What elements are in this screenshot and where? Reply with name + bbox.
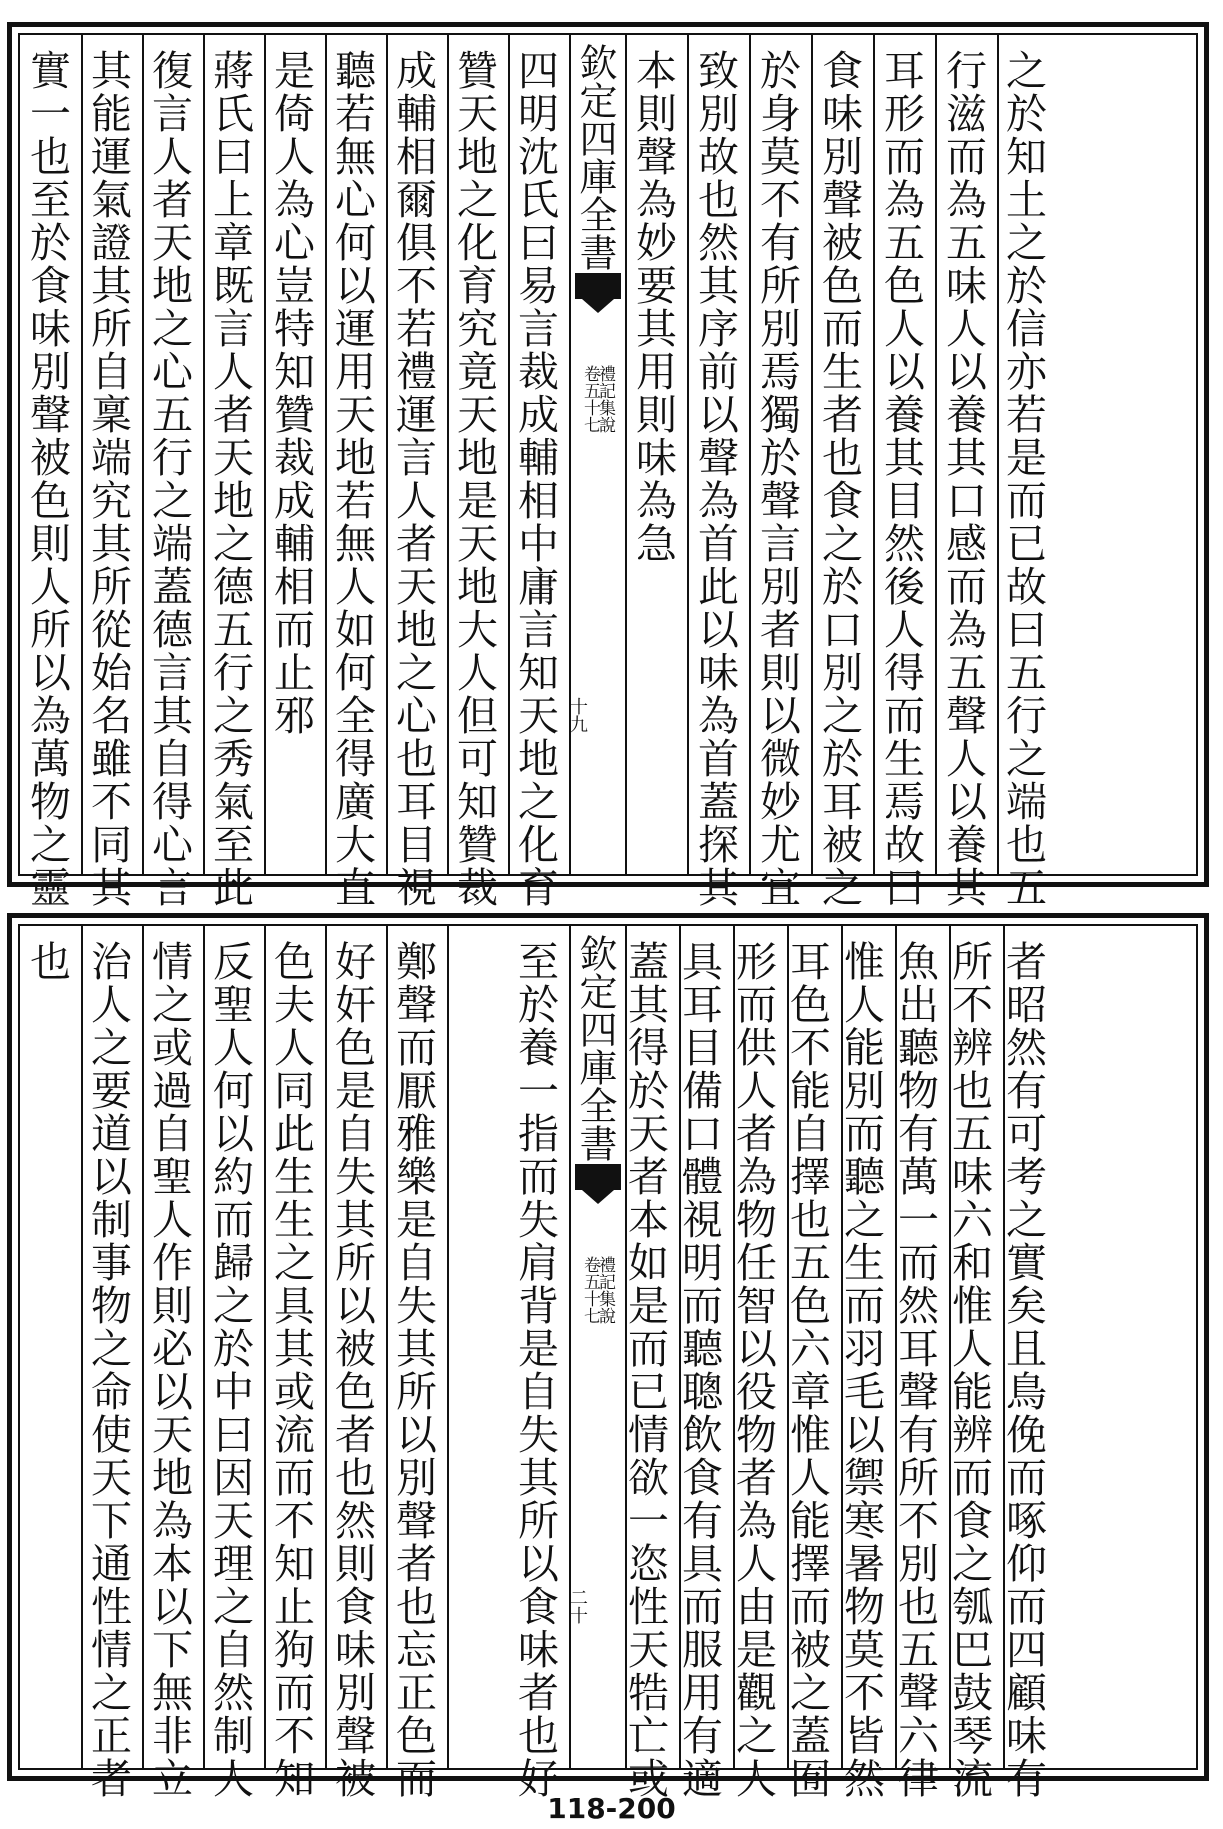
book-title: 禮記集說: [595, 1256, 615, 1324]
column-text: 之於知土之於信亦若是而已故曰五行之端也五: [999, 49, 1047, 909]
text-column: [81, 35, 142, 909]
column-text: 聽若無心何以運用天地若無人如何全得廣大直: [328, 49, 376, 909]
column-text: 食味別聲被色而生者也食之於口別之於耳被之: [815, 49, 863, 909]
column-text: 至於養一指而失肩背是自失其所以食味者也好: [511, 940, 559, 1800]
text-column: [935, 35, 997, 909]
text-column: [203, 926, 264, 1800]
column-text: 是倚人為心豈特知贊裁成輔相而止邪: [267, 49, 315, 737]
page-number-footer: 118-200: [547, 1792, 676, 1825]
column-text: 其能運氣證其所自稟端究其所從始名雖不同其: [84, 49, 132, 909]
column-text: 復言人者天地之心五行之端蓋德言其自得心言: [145, 49, 193, 909]
text-column: [687, 35, 749, 909]
column-text: 四明沈氏曰易言裁成輔相中庸言知天地之化育: [511, 49, 559, 909]
column-text: 耳形而為五色人以養其目然後人得而生焉故曰: [877, 49, 925, 909]
book-title: 禮記集說: [595, 365, 615, 433]
column-text: 致別故也然其序前以聲為首此以味為首蓋探其: [691, 49, 739, 909]
column-text: 蔣氏曰上章既言人者天地之德五行之秀氣至此: [206, 49, 254, 909]
center-gutter: [569, 35, 625, 874]
collection-header: 欽定四庫全書: [573, 43, 617, 271]
collection-header: 欽定四庫全書: [573, 934, 617, 1162]
text-column: [447, 926, 569, 1800]
text-column: [811, 35, 873, 909]
text-column: [142, 35, 203, 909]
column-text: 耳色不能自擇也五色六章惟人能擇而被之蓋囿: [783, 940, 831, 1800]
column-text: 者昭然有可考之實矣且鳥俛而啄仰而四顧味有: [999, 940, 1047, 1800]
column-text: 形而供人者為物任智以役物者為人由是觀之人: [729, 940, 777, 1800]
column-text: 贊天地之化育究竟天地是天地大人但可知贊裁: [450, 49, 498, 909]
column-text: 鄭聲而厭雅樂是自失其所以別聲者也忘正色而: [389, 940, 437, 1800]
column-text: 反聖人何以約而歸之於中曰因天理之自然制人: [206, 940, 254, 1800]
volume-label: 卷五十七: [580, 1256, 600, 1324]
text-column: [508, 35, 569, 909]
column-text: 於身莫不有所別焉獨於聲言別者則以微妙尤宜: [753, 49, 801, 909]
text-column: [625, 35, 687, 874]
text-column: [447, 35, 508, 909]
folio-number: 二十: [567, 1588, 588, 1624]
text-column: [20, 35, 81, 909]
text-column: [203, 35, 264, 909]
text-column: [81, 926, 142, 1800]
column-text: 本則聲為妙要其用則味為急: [629, 49, 677, 565]
fishtail-mark: [575, 273, 621, 299]
text-column: [386, 35, 447, 909]
folio-number: 十九: [567, 697, 588, 733]
column-text: 色夫人同此生生之具其或流而不知止狗而不知: [267, 940, 315, 1800]
column-text: 情之或過自聖人作則必以天地為本以下無非立: [145, 940, 193, 1800]
text-column: [386, 926, 447, 1800]
text-column: [142, 926, 203, 1800]
bottom-page-frame: [18, 924, 1198, 1800]
text-column: [264, 35, 325, 874]
text-column: [999, 926, 1057, 1800]
text-column: [325, 35, 386, 909]
column-text: 行滋而為五味人以養其口感而為五聲人以養其: [939, 49, 987, 909]
column-text: 蓋其得於天者本如是而已情欲一恣性天牿亡或: [621, 940, 669, 1800]
text-column: [873, 35, 935, 909]
column-text: 成輔相爾俱不若禮運言人者天地之心也耳目視: [389, 49, 437, 909]
column-text: 具耳目備口體視明而聽聰飲食有具而服用有適: [675, 940, 723, 1800]
column-text: 治人之要道以制事物之命使天下通性情之正者: [84, 940, 132, 1800]
text-column: [20, 926, 81, 1768]
column-text: 好奸色是自失其所以被色者也然則食味別聲被: [328, 940, 376, 1800]
bottom-page: [7, 913, 1209, 1800]
text-column: [749, 35, 811, 909]
column-text: 也: [23, 940, 71, 983]
text-column: [264, 926, 325, 1800]
text-column: [997, 35, 1057, 909]
column-text: 魚出聽物有萬一而然耳聲有所不別也五聲六律: [891, 940, 939, 1800]
volume-label: 卷五十七: [580, 365, 600, 433]
top-page: [7, 22, 1209, 909]
top-page-frame: [18, 33, 1198, 909]
column-text: 實一也至於食味別聲被色則人所以為萬物之靈: [23, 49, 71, 909]
column-text: 所不辨也五味六和惟人能辨而食之瓠巴鼓琴流: [945, 940, 993, 1800]
column-text: 惟人能別而聽之生而羽毛以禦寒暑物莫不皆然: [837, 940, 885, 1800]
text-column: [325, 926, 386, 1800]
